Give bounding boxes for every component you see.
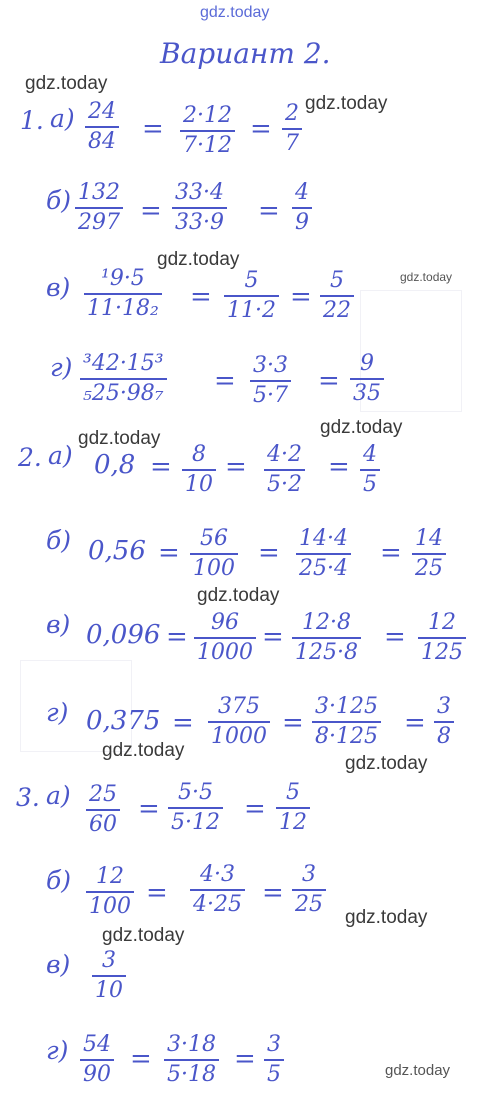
equals-sign: = [290, 282, 312, 312]
equals-sign: = [258, 538, 280, 568]
fraction: 12·8 125·8 [292, 612, 361, 664]
fraction: 12 100 [86, 866, 134, 918]
equals-sign: = [244, 794, 266, 824]
page-title: Вариант 2. [160, 37, 331, 70]
item-label: а) [50, 104, 75, 133]
watermark: gdz.today [102, 740, 185, 761]
fraction: 5·5 5·12 [168, 782, 223, 834]
equals-sign: = [258, 196, 280, 226]
fraction: 2·12 7·12 [180, 105, 235, 157]
fraction: 4·2 5·2 [264, 444, 305, 496]
equals-sign: = [190, 282, 212, 312]
equals-sign: = [318, 366, 340, 396]
fraction: 12 125 [418, 612, 466, 664]
fraction: 14 25 [412, 528, 446, 580]
fraction: 96 1000 [194, 612, 256, 664]
watermark: gdz.today [157, 249, 240, 270]
equals-sign: = [140, 196, 162, 226]
equals-sign: = [384, 622, 406, 652]
fraction: 3 8 [434, 696, 454, 748]
decimal-value: 0,56 [88, 536, 146, 566]
item-label: б) [46, 866, 72, 895]
item-label: в) [46, 273, 71, 302]
fraction: 3·125 8·125 [312, 696, 381, 748]
equals-sign: = [150, 452, 172, 482]
fraction: 5 22 [320, 270, 354, 322]
equals-sign: = [130, 1044, 152, 1074]
watermark: gdz.today [200, 4, 270, 21]
watermark: gdz.today [305, 93, 388, 114]
fraction: 24 84 [85, 101, 119, 153]
fraction: 3·3 5·7 [250, 355, 291, 407]
watermark: gdz.today [102, 925, 185, 946]
fraction: 375 1000 [208, 696, 270, 748]
item-label: г) [46, 698, 69, 727]
watermark: gdz.today [197, 585, 280, 606]
fraction: 2 7 [282, 103, 302, 155]
task-3-number: 3. [16, 783, 40, 812]
equals-sign: = [404, 708, 426, 738]
item-label: а) [46, 781, 71, 810]
watermark: gdz.today [78, 428, 161, 449]
watermark: gdz.today [385, 1062, 451, 1079]
equals-sign: = [380, 538, 402, 568]
fraction: 3·18 5·18 [164, 1034, 219, 1086]
equals-sign: = [250, 114, 272, 144]
fraction: 14·4 25·4 [296, 528, 351, 580]
fraction: 33·4 33·9 [172, 182, 227, 234]
task-1-number: 1. [20, 106, 44, 135]
fraction: 5 12 [276, 782, 310, 834]
fraction: 3 10 [92, 950, 126, 1002]
decimal-value: 0,096 [86, 620, 161, 650]
item-label: б) [46, 526, 72, 555]
fraction: 54 90 [80, 1034, 114, 1086]
equals-sign: = [138, 794, 160, 824]
equals-sign: = [225, 452, 247, 482]
equals-sign: = [158, 538, 180, 568]
fraction: 4·3 4·25 [190, 864, 245, 916]
item-label: в) [46, 610, 71, 639]
decimal-value: 0,375 [86, 706, 161, 736]
equals-sign: = [214, 366, 236, 396]
equals-sign: = [282, 708, 304, 738]
item-label: б) [46, 186, 72, 215]
fraction: 3 25 [292, 864, 326, 916]
task-2-number: 2. [18, 443, 42, 472]
watermark: gdz.today [345, 753, 428, 774]
equals-sign: = [328, 452, 350, 482]
equals-sign: = [142, 114, 164, 144]
watermark: gdz.today [345, 907, 428, 928]
fraction: 4 9 [292, 182, 312, 234]
item-label: г) [50, 353, 73, 382]
fraction: 5 11·2 [224, 270, 279, 322]
equals-sign: = [172, 708, 194, 738]
item-label: а) [48, 441, 73, 470]
item-label: в) [46, 950, 71, 979]
fraction: 132 297 [75, 182, 123, 234]
fraction: 25 60 [86, 784, 120, 836]
item-label: г) [46, 1036, 69, 1065]
equals-sign: = [146, 878, 168, 908]
equals-sign: = [166, 622, 188, 652]
fraction: 9 35 [350, 353, 384, 405]
fraction: 3 5 [264, 1034, 284, 1086]
equals-sign: = [234, 1044, 256, 1074]
watermark: gdz.today [400, 270, 453, 284]
fraction: 56 100 [190, 528, 238, 580]
watermark: gdz.today [320, 417, 403, 438]
equals-sign: = [262, 622, 284, 652]
equals-sign: = [262, 878, 284, 908]
fraction: ³42·15³ ₅25·98₇ [80, 353, 167, 405]
fraction: 8 10 [182, 444, 216, 496]
watermark: gdz.today [25, 73, 108, 94]
fraction: 4 5 [360, 444, 380, 496]
decimal-value: 0,8 [94, 450, 136, 480]
fraction: ¹9·5 11·18₂ [84, 268, 162, 320]
